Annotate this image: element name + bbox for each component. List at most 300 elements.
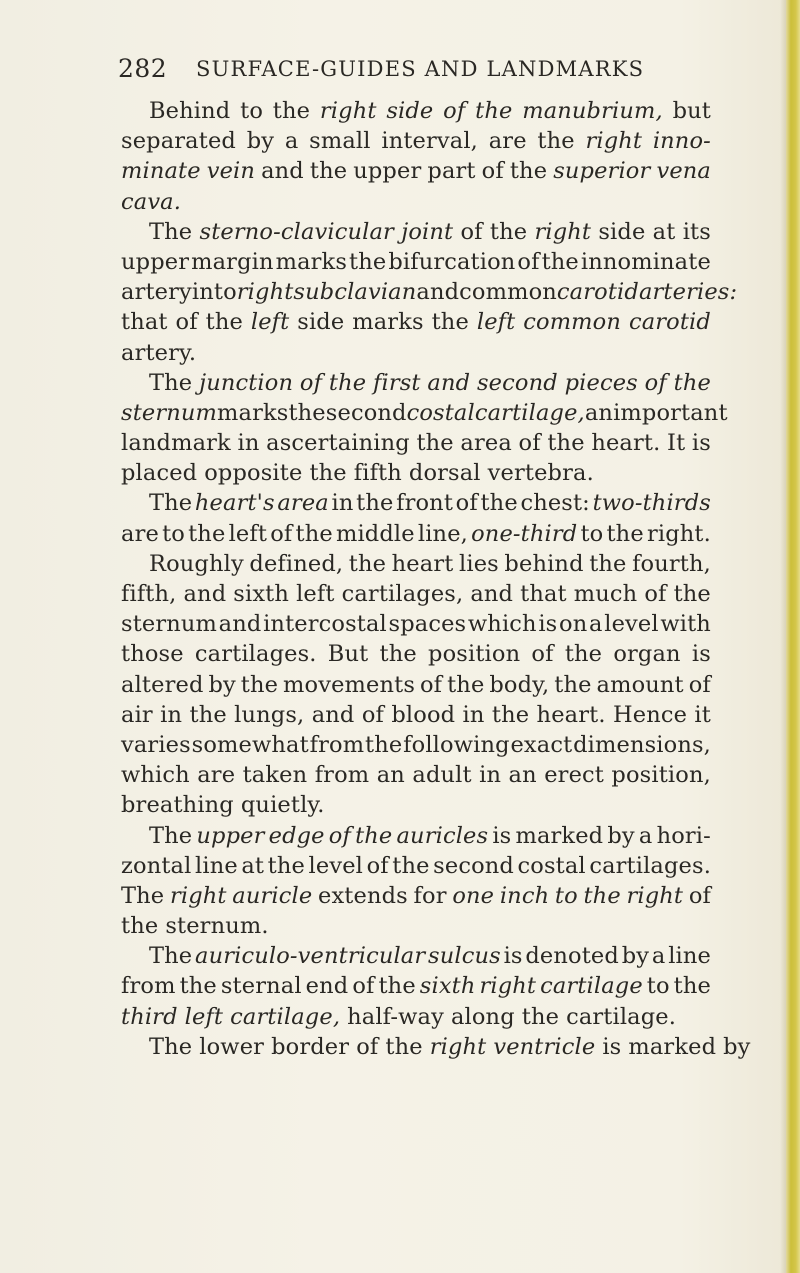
word: sternum <box>121 399 218 426</box>
word: ascertaining <box>266 430 410 457</box>
word: movements <box>283 671 416 698</box>
word: edge <box>268 822 325 849</box>
word: the <box>447 671 485 698</box>
word: the <box>378 973 416 1000</box>
word: first <box>373 369 421 396</box>
word: in <box>479 762 502 789</box>
word: of <box>352 973 375 1000</box>
word: the <box>365 731 403 758</box>
word: cartilages, <box>341 581 464 607</box>
word: left <box>250 309 290 336</box>
word: at <box>652 218 676 245</box>
word: marked <box>515 822 604 849</box>
text-line <box>121 458 711 488</box>
word: the <box>583 882 621 909</box>
word: manubrium, <box>522 98 663 124</box>
word: artery. <box>121 339 197 366</box>
word: much <box>573 581 638 607</box>
text-line <box>121 579 711 609</box>
word: inno- <box>652 128 711 155</box>
word: position <box>428 641 521 668</box>
word: of <box>481 158 504 185</box>
word: third <box>121 1003 178 1030</box>
word: of <box>644 369 667 396</box>
word: and <box>470 581 514 607</box>
word: sixth <box>419 973 476 1000</box>
word: The <box>149 490 193 517</box>
word: the <box>355 822 393 849</box>
word: and <box>218 611 262 638</box>
word: behind <box>504 550 584 577</box>
word: the <box>589 550 627 577</box>
text-line <box>121 1032 751 1062</box>
word: the <box>606 520 644 547</box>
word: the <box>475 98 513 124</box>
word: auricles <box>396 822 489 849</box>
word: air <box>121 701 153 728</box>
word: an <box>376 762 405 789</box>
word: its <box>682 218 711 245</box>
word: margin <box>191 248 274 275</box>
word: by <box>723 1033 751 1060</box>
word: heart <box>391 550 454 577</box>
word: is <box>492 822 512 849</box>
word: sixth <box>233 581 290 607</box>
text-line <box>121 549 711 579</box>
word: which <box>467 611 537 638</box>
text-line <box>121 730 711 760</box>
word: from <box>309 731 365 758</box>
word: The <box>149 218 193 245</box>
word: by <box>621 943 650 970</box>
word: by <box>607 822 635 849</box>
word: denoted <box>525 943 619 970</box>
word: the <box>385 1033 423 1060</box>
word: opposite <box>204 460 303 487</box>
word: into <box>191 279 237 306</box>
word: the <box>392 852 430 879</box>
word: fifth, <box>121 581 177 607</box>
word: of <box>366 852 389 879</box>
word: by <box>208 671 236 698</box>
word: are <box>121 520 159 547</box>
word: the <box>509 158 548 185</box>
word: the <box>491 701 530 728</box>
word: the <box>309 460 347 487</box>
word: carotid <box>628 309 711 336</box>
word: the <box>309 158 348 185</box>
word: second <box>433 852 514 879</box>
word: left <box>476 309 516 336</box>
word: somewhat <box>191 731 309 758</box>
word: to <box>240 98 264 124</box>
word: to <box>162 520 185 547</box>
word: but <box>672 98 711 124</box>
word: of <box>531 641 554 668</box>
word: the <box>349 248 387 275</box>
word: the <box>537 128 575 155</box>
word: erect <box>544 762 604 789</box>
text-line <box>121 217 711 247</box>
word: organ <box>613 641 681 668</box>
word: part <box>427 158 476 185</box>
text-line <box>121 881 711 911</box>
word: sternal <box>220 973 302 1000</box>
word: Hence <box>612 701 688 728</box>
word: vena <box>656 158 711 185</box>
word: the <box>295 520 333 547</box>
word: right <box>429 1033 487 1060</box>
word: of <box>518 430 541 457</box>
word: pieces <box>564 369 638 396</box>
text-line <box>121 428 711 458</box>
word: lower <box>199 1033 265 1060</box>
word: the <box>328 369 367 396</box>
word: left <box>296 581 335 607</box>
word: and <box>427 369 471 396</box>
word: dorsal <box>408 460 481 487</box>
word: blood <box>391 701 456 728</box>
word: is <box>503 943 523 970</box>
word: level <box>308 852 364 879</box>
word: Roughly <box>149 550 244 577</box>
word: spaces <box>388 611 467 638</box>
word: costal <box>517 852 586 879</box>
word: varies <box>121 731 191 758</box>
word: second <box>325 399 407 426</box>
text-line <box>121 338 711 368</box>
word: one <box>452 882 495 909</box>
word: junction <box>199 369 294 396</box>
word: which <box>121 762 190 789</box>
word: the <box>554 671 592 698</box>
running-head: SURFACE-GUIDES AND LANDMARKS <box>196 57 645 81</box>
word: auricle <box>232 882 313 909</box>
word: of <box>688 671 711 698</box>
word: cava. <box>121 188 182 215</box>
text-line <box>121 609 711 639</box>
word: of <box>361 701 384 728</box>
word: to <box>646 973 670 1000</box>
body-text <box>121 96 751 1062</box>
word: is <box>602 1033 622 1060</box>
word: the <box>541 248 579 275</box>
word: a <box>638 822 653 849</box>
word: of <box>356 1033 379 1060</box>
word: costal <box>406 399 475 426</box>
word: the <box>521 1003 560 1030</box>
word: sternum <box>121 611 218 638</box>
text-line <box>121 277 738 307</box>
word: of <box>460 218 483 245</box>
word: Behind <box>149 98 231 124</box>
word: cartilage, <box>474 399 585 426</box>
word: with <box>660 611 711 638</box>
word: of <box>644 581 667 607</box>
word: the <box>673 973 711 1000</box>
word: cartilage. <box>566 1003 677 1030</box>
word: middle <box>335 520 415 547</box>
text-line <box>121 307 711 337</box>
word: cartilage, <box>230 1003 341 1030</box>
word: is <box>538 611 558 638</box>
text-line <box>121 851 711 881</box>
word: minate <box>121 158 201 185</box>
word: common <box>459 279 557 306</box>
word: one-third <box>471 520 578 547</box>
word: right <box>479 973 537 1000</box>
word: area <box>460 430 512 457</box>
word: on <box>559 611 588 638</box>
word: of <box>328 822 351 849</box>
word: cartilages. <box>194 641 317 668</box>
word: of <box>455 490 478 517</box>
word: upper <box>121 248 190 275</box>
text-line <box>121 247 711 277</box>
word: dimensions, <box>573 731 711 758</box>
word: lungs, <box>234 701 305 728</box>
word: in <box>237 430 260 457</box>
word: body, <box>489 671 550 698</box>
word: a <box>284 128 299 155</box>
word: fourth, <box>632 550 711 577</box>
word: right <box>585 128 643 155</box>
word: taken <box>242 762 308 789</box>
word: of <box>175 309 198 336</box>
word: that <box>520 581 567 607</box>
word: side <box>598 218 646 245</box>
word: exact <box>510 731 573 758</box>
word: two-thirds <box>592 490 711 517</box>
word: the <box>348 550 387 577</box>
word: separated <box>121 128 236 155</box>
word: from <box>121 973 176 1000</box>
word: a <box>589 611 603 638</box>
word: the <box>356 490 394 517</box>
text-line <box>121 519 711 549</box>
word: subclavian <box>293 279 417 306</box>
word: side <box>386 98 434 124</box>
page-edge <box>786 0 800 1273</box>
text-line <box>121 187 711 217</box>
word: common <box>523 309 622 336</box>
text-line <box>121 126 711 156</box>
word: half-way <box>347 1003 444 1030</box>
word: marked <box>628 1033 717 1060</box>
word: end <box>305 973 349 1000</box>
text-line <box>121 971 711 1001</box>
word: a <box>651 943 666 970</box>
word: and <box>261 158 304 185</box>
word: and <box>416 279 460 306</box>
word: an <box>584 399 614 426</box>
word: and <box>311 701 355 728</box>
word: ventricle <box>493 1033 596 1060</box>
word: is <box>691 641 711 668</box>
word: the <box>673 581 711 607</box>
word: the <box>564 641 603 668</box>
word: the <box>121 913 159 940</box>
word: right <box>534 218 592 245</box>
text-line <box>121 96 711 126</box>
word: the <box>188 520 226 547</box>
word: line, <box>417 520 468 547</box>
word: amount <box>596 671 684 698</box>
word: sterno-clavicular <box>199 218 394 245</box>
text-line <box>121 700 711 730</box>
word: of <box>688 882 711 909</box>
word: it <box>694 701 711 728</box>
word: placed <box>121 460 198 487</box>
word: vertebra. <box>487 460 594 487</box>
word: border <box>271 1033 350 1060</box>
word: the <box>272 98 311 124</box>
word: to <box>554 882 578 909</box>
word: The <box>149 1033 193 1060</box>
word: marks <box>217 399 289 426</box>
page-header <box>118 54 678 90</box>
text-line <box>121 670 711 700</box>
word: intercostal <box>263 611 387 638</box>
text-line <box>121 1002 711 1032</box>
word: sternum. <box>165 913 269 940</box>
word: upper <box>353 158 422 185</box>
word: innominate <box>580 248 711 275</box>
word: and <box>183 581 227 607</box>
word: position, <box>611 762 711 789</box>
word: zontal <box>121 852 192 879</box>
word: superior <box>553 158 651 185</box>
word: arteries: <box>638 279 738 306</box>
word: artery <box>121 279 192 306</box>
word: The <box>149 943 193 970</box>
word: the <box>489 218 528 245</box>
word: It <box>667 430 686 457</box>
word: carotid <box>556 279 639 306</box>
text-line <box>121 790 711 820</box>
word: by <box>246 128 275 155</box>
text-line <box>121 368 711 398</box>
text-line <box>121 821 711 851</box>
word: the <box>240 671 279 698</box>
word: auriculo-ventricular <box>195 943 426 970</box>
word: left <box>228 520 268 547</box>
word: But <box>327 641 369 668</box>
text-line <box>121 911 711 941</box>
word: of <box>419 671 443 698</box>
word: sulcus <box>428 943 501 970</box>
word: breathing <box>121 792 234 819</box>
text-line <box>121 488 711 518</box>
word: important <box>613 399 728 426</box>
text-line <box>121 941 711 971</box>
word: bifurcation <box>388 248 516 275</box>
word: the <box>673 369 711 396</box>
word: the <box>480 490 518 517</box>
word: are <box>197 762 236 789</box>
word: the <box>379 641 417 668</box>
word: quietly. <box>240 792 325 819</box>
word: second <box>476 369 558 396</box>
word: following <box>403 731 510 758</box>
word: the <box>179 973 217 1000</box>
word: The <box>121 882 165 909</box>
word: the <box>267 852 305 879</box>
word: left <box>184 1003 224 1030</box>
word: line <box>668 943 711 970</box>
word: hori- <box>656 822 711 849</box>
word: area <box>277 490 329 517</box>
word: are <box>488 128 527 155</box>
word: The <box>149 822 193 849</box>
word: the <box>288 399 326 426</box>
word: small <box>309 128 371 155</box>
text-line <box>121 639 711 669</box>
word: altered <box>121 671 204 698</box>
word: lies <box>459 550 499 577</box>
word: front <box>396 490 454 517</box>
word: right. <box>646 520 711 547</box>
word: interval, <box>381 128 478 155</box>
word: along <box>450 1003 515 1030</box>
word: side <box>297 309 345 336</box>
word: vein <box>206 158 256 185</box>
word: the <box>189 701 227 728</box>
word: from <box>314 762 370 789</box>
text-line <box>121 760 711 790</box>
text-line <box>121 156 711 186</box>
word: those <box>121 641 184 668</box>
word: in <box>331 490 354 517</box>
word: fifth <box>353 460 402 487</box>
word: adult <box>412 762 472 789</box>
word: defined, <box>249 550 344 577</box>
word: the <box>431 309 469 336</box>
word: at <box>241 852 265 879</box>
word: of <box>443 98 466 124</box>
word: heart. <box>591 430 661 457</box>
word: in <box>160 701 183 728</box>
word: cartilage <box>540 973 643 1000</box>
word: the <box>205 309 243 336</box>
word: The <box>149 369 193 396</box>
word: upper <box>196 822 265 849</box>
word: of <box>517 248 540 275</box>
word: extends <box>318 882 408 909</box>
word: level <box>604 611 659 638</box>
text-line <box>121 398 728 428</box>
word: of <box>299 369 323 396</box>
word: inch <box>499 882 550 909</box>
word: joint <box>401 218 454 245</box>
word: for <box>413 882 447 909</box>
word: is <box>691 430 711 457</box>
word: in <box>462 701 485 728</box>
word: right <box>169 882 227 909</box>
page-number: 282 <box>118 54 168 83</box>
word: the <box>416 430 454 457</box>
word: right <box>236 279 294 306</box>
word: of <box>270 520 293 547</box>
word: right <box>626 882 684 909</box>
word: marks <box>275 248 348 275</box>
word: heart's <box>194 490 275 517</box>
word: landmark <box>121 430 231 457</box>
word: cartilages. <box>589 852 711 879</box>
word: chest: <box>520 490 590 517</box>
word: that <box>121 309 168 336</box>
word: marks <box>352 309 424 336</box>
